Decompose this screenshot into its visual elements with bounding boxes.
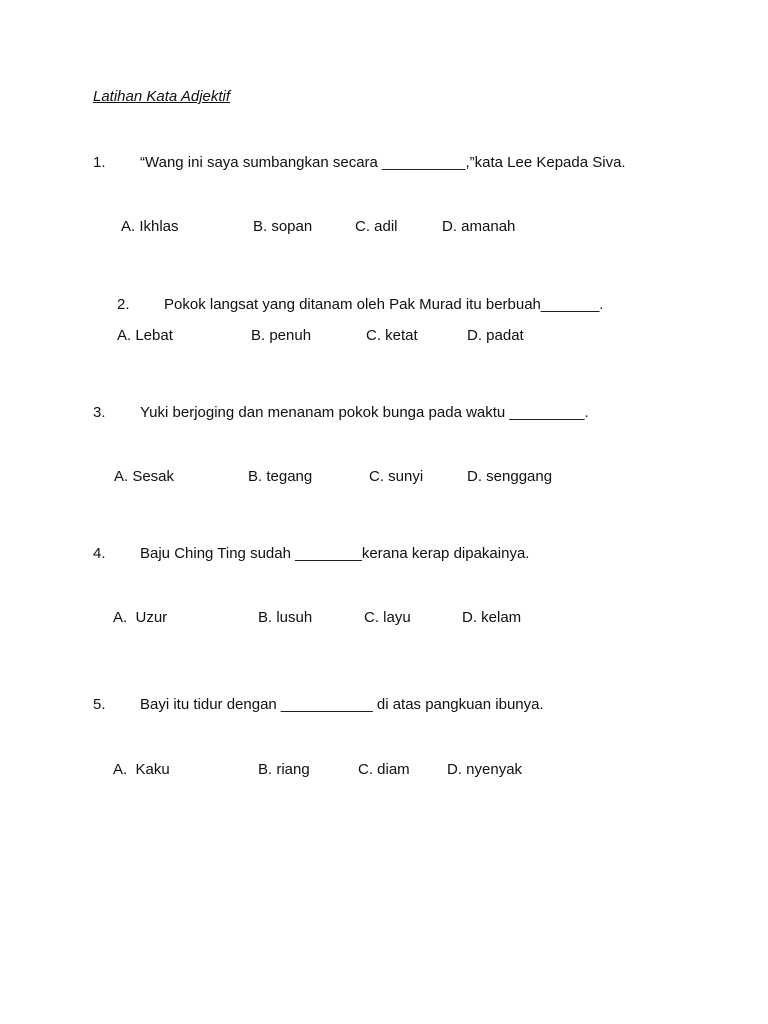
question-text: Baju Ching Ting sudah ________kerana kerap dipakainya. (140, 545, 530, 562)
question-5 (93, 695, 653, 715)
option-d: D. nyenyak (447, 761, 523, 778)
question-number: 3. (93, 404, 106, 421)
option-c: C. diam (358, 761, 410, 778)
question-number: 1. (93, 154, 106, 171)
question-text: Yuki berjoging dan menanam pokok bunga pada waktu _________. (140, 404, 589, 421)
option-d: D. padat (467, 327, 524, 344)
option-d: D. senggang (467, 468, 553, 485)
option-c: C. adil (355, 218, 398, 235)
question-number: 4. (93, 545, 106, 562)
option-b: B. lusuh (258, 609, 313, 626)
question-text: Bayi itu tidur dengan ___________ di atas pangkuan ibunya. (140, 696, 544, 713)
option-c: C. sunyi (369, 468, 424, 485)
page-title: Latihan Kata Adjektif (93, 88, 231, 105)
question-4 (93, 544, 653, 564)
option-b: B. sopan (253, 218, 313, 235)
question-number: 2. (117, 296, 130, 313)
option-d: D. kelam (462, 609, 522, 626)
option-a: A. Sesak (114, 468, 175, 485)
question-text: “Wang ini saya sumbangkan secara __________,”kata Lee Kepada Siva. (140, 154, 626, 171)
option-a: A. Lebat (117, 327, 173, 344)
question-text: Pokok langsat yang ditanam oleh Pak Murad itu berbuah_______. (164, 296, 604, 313)
question-number: 5. (93, 696, 106, 713)
option-a: A. Ikhlas (121, 218, 179, 235)
option-b: B. riang (258, 761, 310, 778)
question-2 (117, 295, 677, 315)
option-a: A. Uzur (113, 609, 168, 626)
option-c: C. ketat (366, 327, 418, 344)
option-b: B. penuh (251, 327, 312, 344)
option-d: D. amanah (442, 218, 516, 235)
option-a: A. Kaku (113, 761, 170, 778)
question-1 (93, 153, 713, 173)
option-b: B. tegang (248, 468, 313, 485)
option-c: C. layu (364, 609, 411, 626)
question-3 (93, 403, 693, 423)
